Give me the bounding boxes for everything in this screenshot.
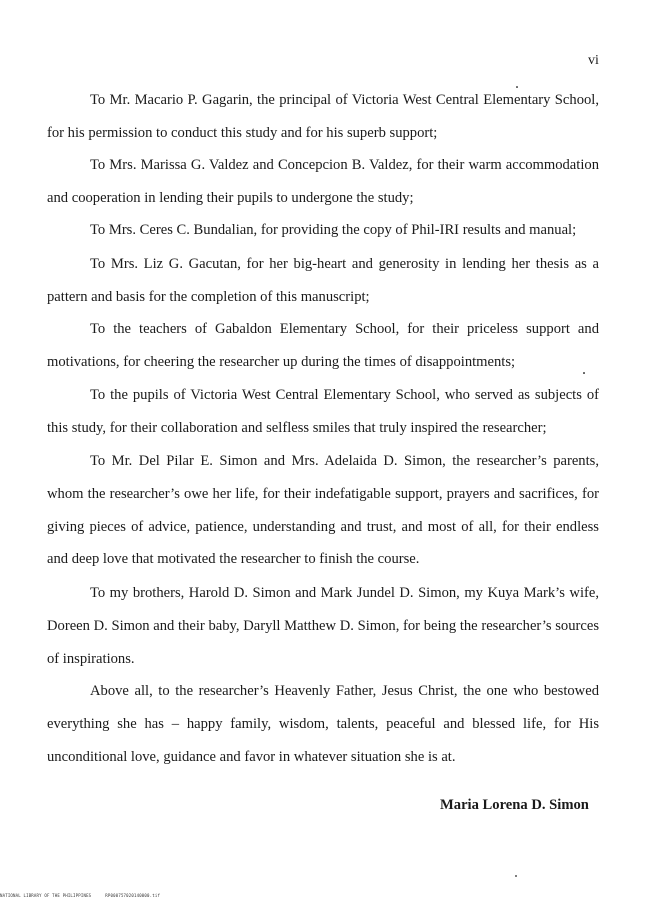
acknowledgement-paragraph: To Mr. Macario P. Gagarin, the principal of Victoria West Central Elementary School, for his permission to conduct this study and for his superb support; [47,92,599,141]
acknowledgement-paragraph: To Mrs. Ceres C. Bundalian, for providing the copy of Phil-IRI results and manual; [90,222,577,238]
acknowledgement-paragraph: To the teachers of Gabaldon Elementary School, for their priceless support and motivations, for cheering the researcher up during the times of disappointments; [47,321,599,370]
scan-speck [583,372,585,374]
acknowledgement-paragraph: To the pupils of Victoria West Central Elementary School, who served as subjects of this study, for their collaboration and selfless smiles that truly inspired the researcher; [47,387,599,436]
scan-speck [515,875,517,877]
acknowledgement-paragraph: To Mrs. Liz G. Gacutan, for her big-heart and generosity in lending her thesis as a pattern and basis for the completion of this manuscript; [47,256,599,305]
page-number: vi [588,53,599,68]
acknowledgement-paragraph: Above all, to the researcher’s Heavenly Father, Jesus Christ, the one who bestowed everything she has – happy family, wisdom, talents, peaceful and blessed life, for His unconditional love, guidance and favor in whatever situation she is at. [47,683,599,765]
acknowledgement-paragraph: To my brothers, Harold D. Simon and Mark Jundel D. Simon, my Kuya Mark’s wife, Doreen D. Simon and their baby, Daryll Matthew D. Simon, for being the researcher’s sources of inspirations. [47,585,599,667]
scan-footer-stamp [0,893,160,898]
signature-name: Maria Lorena D. Simon [440,797,589,813]
acknowledgement-paragraph: To Mrs. Marissa G. Valdez and Concepcion B. Valdez, for their warm accommodation and cooperation in lending their pupils to undergone the study; [47,157,599,206]
acknowledgement-paragraph: To Mr. Del Pilar E. Simon and Mrs. Adelaida D. Simon, the researcher’s parents, whom the researcher’s owe her life, for their indefatigable support, prayers and sacrifices, for giving pieces of advice, patience, understanding and trust, and most of all, for their endless and deep love that motivated the researcher to finish the course. [47,453,599,568]
file-code-stamp: RP000757020140000.tif [105,893,161,898]
library-stamp: NATIONAL LIBRARY OF THE PHILIPPINES [0,893,92,898]
scan-speck [516,86,518,88]
